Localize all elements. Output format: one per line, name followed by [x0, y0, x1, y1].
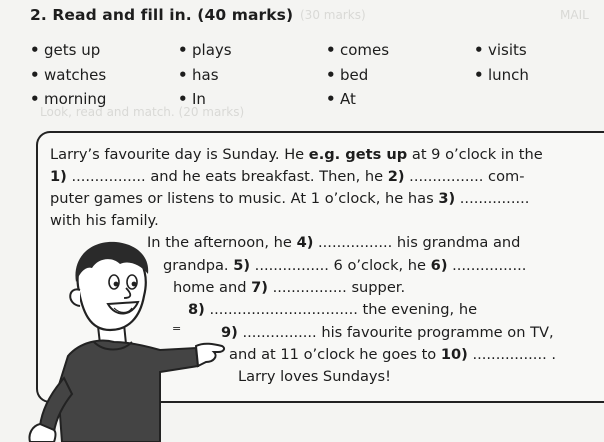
blank-number: 1): [50, 168, 67, 185]
passage-line: grandpa. 5) ................ 6 o’clock, he 6) ................: [163, 257, 527, 274]
word-bank-item: • morning: [30, 90, 107, 108]
word-bank-column: [178, 40, 232, 111]
word-bank-item: • comes: [326, 41, 390, 59]
passage-line: Larry’s favourite day is Sunday. He e.g. gets up at 9 o’clock in the: [50, 146, 543, 163]
blank-number: 2): [387, 168, 405, 185]
blank-number: 9): [221, 324, 238, 341]
blank-number: 8): [188, 301, 205, 318]
passage-line: In the afternoon, he 4) ................ his grandma and: [147, 234, 521, 251]
passage-line: 8) ................................ the evening, he: [188, 301, 478, 318]
blank-number: 6): [430, 257, 448, 274]
passage-line: 1) ................ and he eats breakfast. Then, he 2) ................ com-: [50, 168, 525, 185]
word-bank-column: [30, 40, 106, 111]
passage-line: 9) ................ his favourite programme on TV,: [221, 324, 554, 341]
passage-line: puter games or listens to music. At 1 o’clock, he has 3) ...............: [50, 190, 530, 207]
word-bank-item: • gets up: [30, 41, 101, 59]
show-through-text: (30 marks): [300, 8, 366, 22]
passage-line: home and 7) ................ supper.: [173, 279, 406, 296]
word-bank-item: • In: [178, 90, 206, 108]
blank-number: 7): [251, 279, 268, 296]
example-answer: e.g. gets up: [308, 146, 408, 163]
task-title: 2. Read and fill in. (40 marks): [30, 6, 294, 24]
word-bank-column: [326, 40, 389, 111]
blank-number: 5): [233, 257, 251, 274]
boy-illustration: [28, 238, 238, 442]
word-bank-item: • has: [178, 65, 219, 84]
word-bank-item: • At: [326, 90, 356, 108]
blank-number: 3): [438, 190, 456, 207]
word-bank-item: • bed: [326, 65, 369, 84]
word-bank-item: • plays: [178, 41, 232, 59]
word-bank-item: • watches: [30, 65, 107, 84]
show-through-text: Look, read and match. (20 marks): [40, 105, 245, 119]
svg-text:=: =: [172, 322, 182, 335]
word-bank-column: [474, 40, 529, 86]
word-bank-item: • visits: [474, 41, 527, 59]
blank-number: 4): [296, 234, 314, 251]
blank-number: 10): [440, 346, 468, 363]
passage-line: with his family.: [50, 212, 159, 229]
show-through-text: MAIL: [560, 8, 589, 22]
word-bank: [30, 40, 590, 120]
passage-line: Larry loves Sundays!: [238, 368, 391, 385]
passage-line: and at 11 o’clock he goes to 10) ................ .: [229, 346, 556, 363]
word-bank-item: • lunch: [474, 65, 529, 84]
